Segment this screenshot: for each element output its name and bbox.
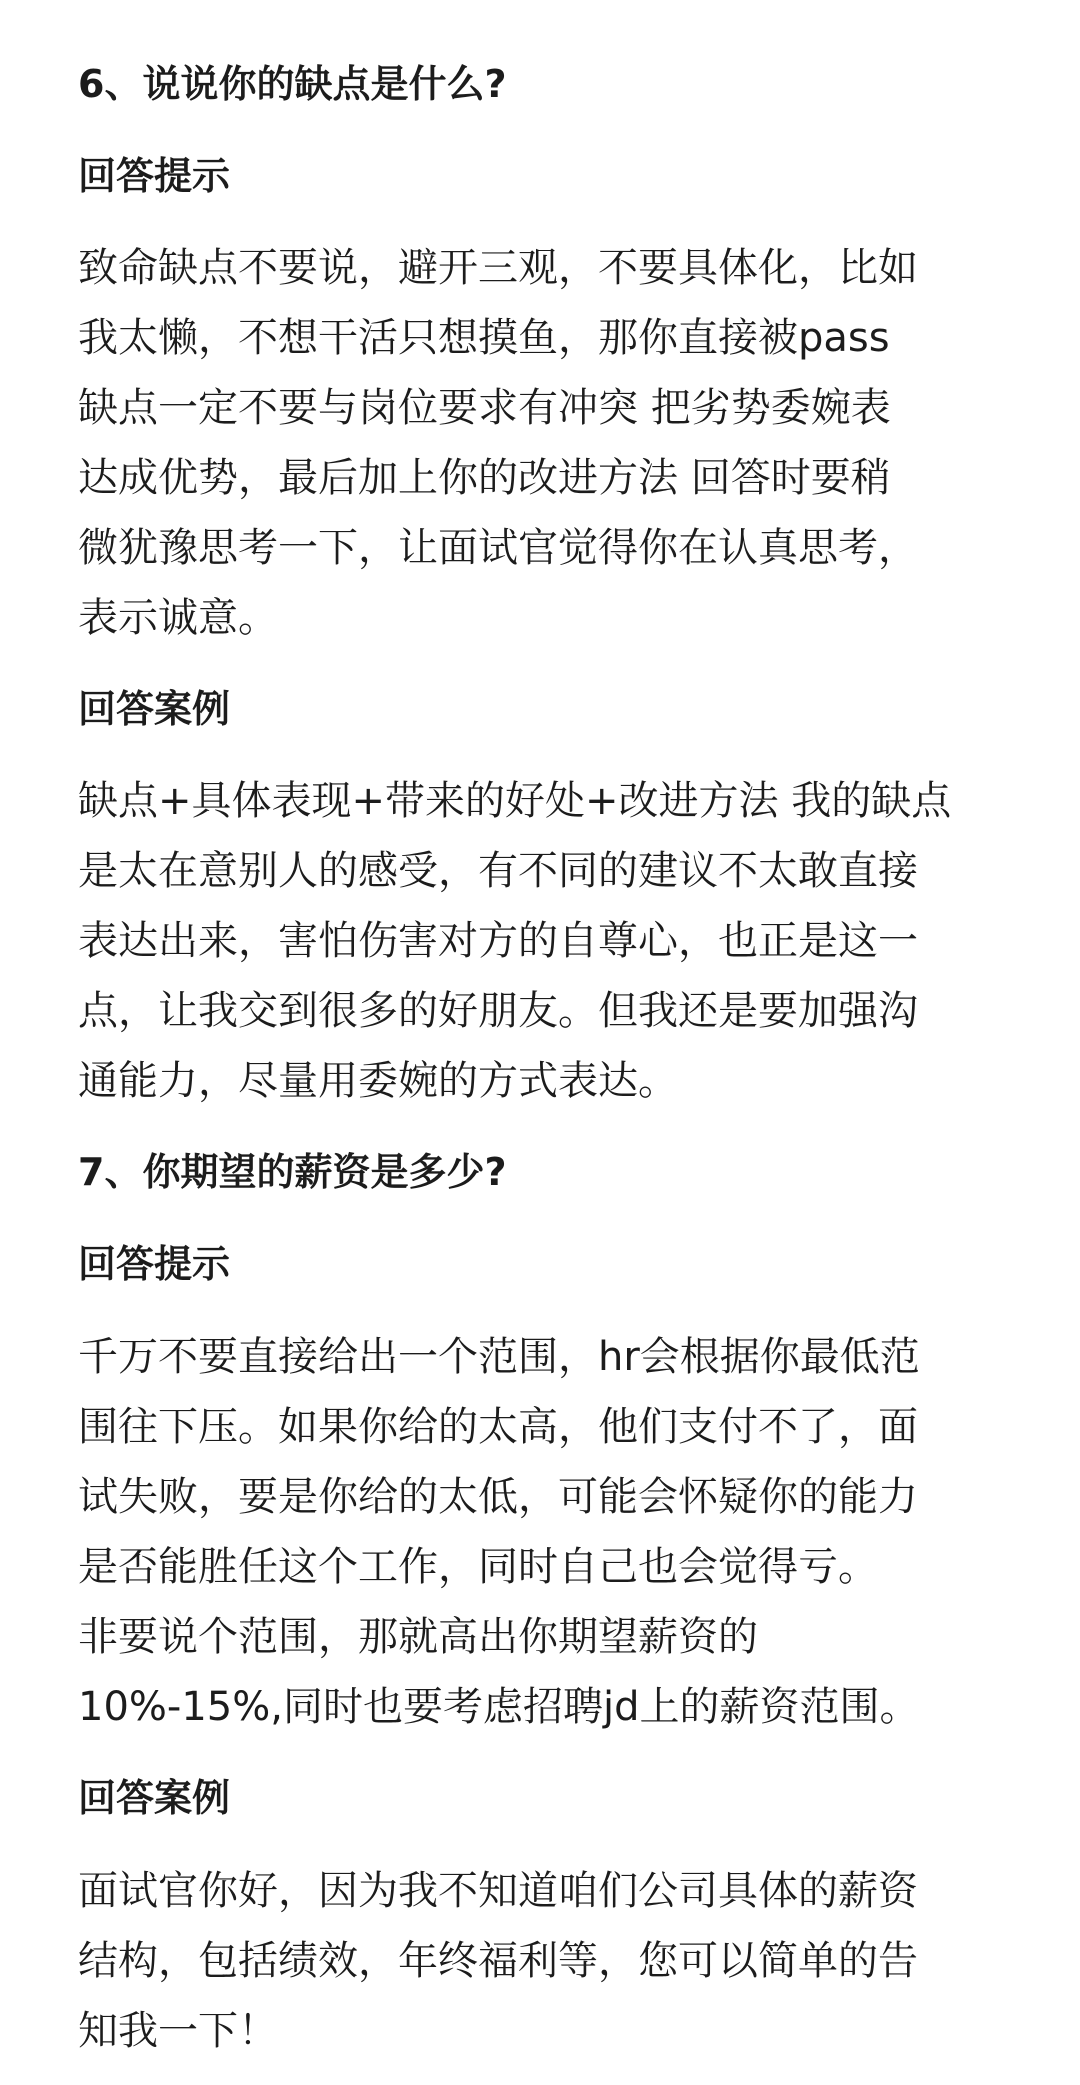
text-line: 通能力，尽量用委婉的方式表达。 [78, 1058, 678, 1104]
case-heading: 回答案例 [78, 687, 231, 731]
question-6-case-text [78, 766, 1018, 1116]
text-line: 是太在意别人的感受，有不同的建议不太敢直接 [78, 848, 918, 894]
question-title: 6、说说你的缺点是什么? [78, 62, 507, 106]
question-6-case-heading [78, 683, 1018, 735]
text-line: 表示诚意。 [78, 595, 278, 641]
question-7-tip-heading [78, 1238, 1018, 1290]
text-line: 围往下压。如果你给的太高，他们支付不了，面 [78, 1404, 918, 1450]
question-6-tip-heading [78, 150, 1018, 202]
text-line: 微犹豫思考一下，让面试官觉得你在认真思考， [78, 525, 918, 571]
text-line: 知我一下！ [78, 2008, 278, 2054]
text-line: 我太懒，不想干活只想摸鱼，那你直接被pass [78, 315, 890, 361]
tip-paragraph [78, 233, 1018, 653]
text-line: 致命缺点不要说，避开三观，不要具体化，比如 [78, 245, 918, 291]
case-paragraph [78, 766, 1018, 1116]
question-7-case-heading [78, 1772, 1018, 1824]
question-title: 7、你期望的薪资是多少? [78, 1150, 507, 1194]
case-paragraph [78, 1856, 1018, 2066]
question-7-tip-text [78, 1322, 1018, 1742]
text-line: 缺点+具体表现+带来的好处+改进方法 我的缺点 [78, 778, 952, 824]
question-6-title [78, 58, 1018, 110]
tip-heading: 回答提示 [78, 154, 231, 198]
question-6-tip-text [78, 233, 1018, 653]
text-line: 面试官你好，因为我不知道咱们公司具体的薪资 [78, 1868, 918, 1914]
case-heading: 回答案例 [78, 1776, 231, 1820]
text-line: 结构，包括绩效，年终福利等，您可以简单的告 [78, 1938, 918, 1984]
tip-paragraph [78, 1322, 1018, 1742]
text-line: 达成优势，最后加上你的改进方法 回答时要稍 [78, 455, 891, 501]
text-line: 试失败，要是你给的太低，可能会怀疑你的能力 [78, 1474, 918, 1520]
question-7-case-text [78, 1856, 1018, 2066]
question-7-title [78, 1146, 1018, 1198]
text-line: 千万不要直接给出一个范围，hr会根据你最低范 [78, 1334, 920, 1380]
text-line: 点，让我交到很多的好朋友。但我还是要加强沟 [78, 988, 918, 1034]
tip-heading: 回答提示 [78, 1242, 231, 1286]
text-line: 是否能胜任这个工作，同时自己也会觉得亏。 [78, 1544, 878, 1590]
text-line: 表达出来，害怕伤害对方的自尊心，也正是这一 [78, 918, 918, 964]
text-line: 缺点一定不要与岗位要求有冲突 把劣势委婉表 [78, 385, 891, 431]
text-line: 10%-15%,同时也要考虑招聘jd上的薪资范围。 [78, 1684, 920, 1730]
text-line: 非要说个范围，那就高出你期望薪资的 [78, 1614, 758, 1660]
